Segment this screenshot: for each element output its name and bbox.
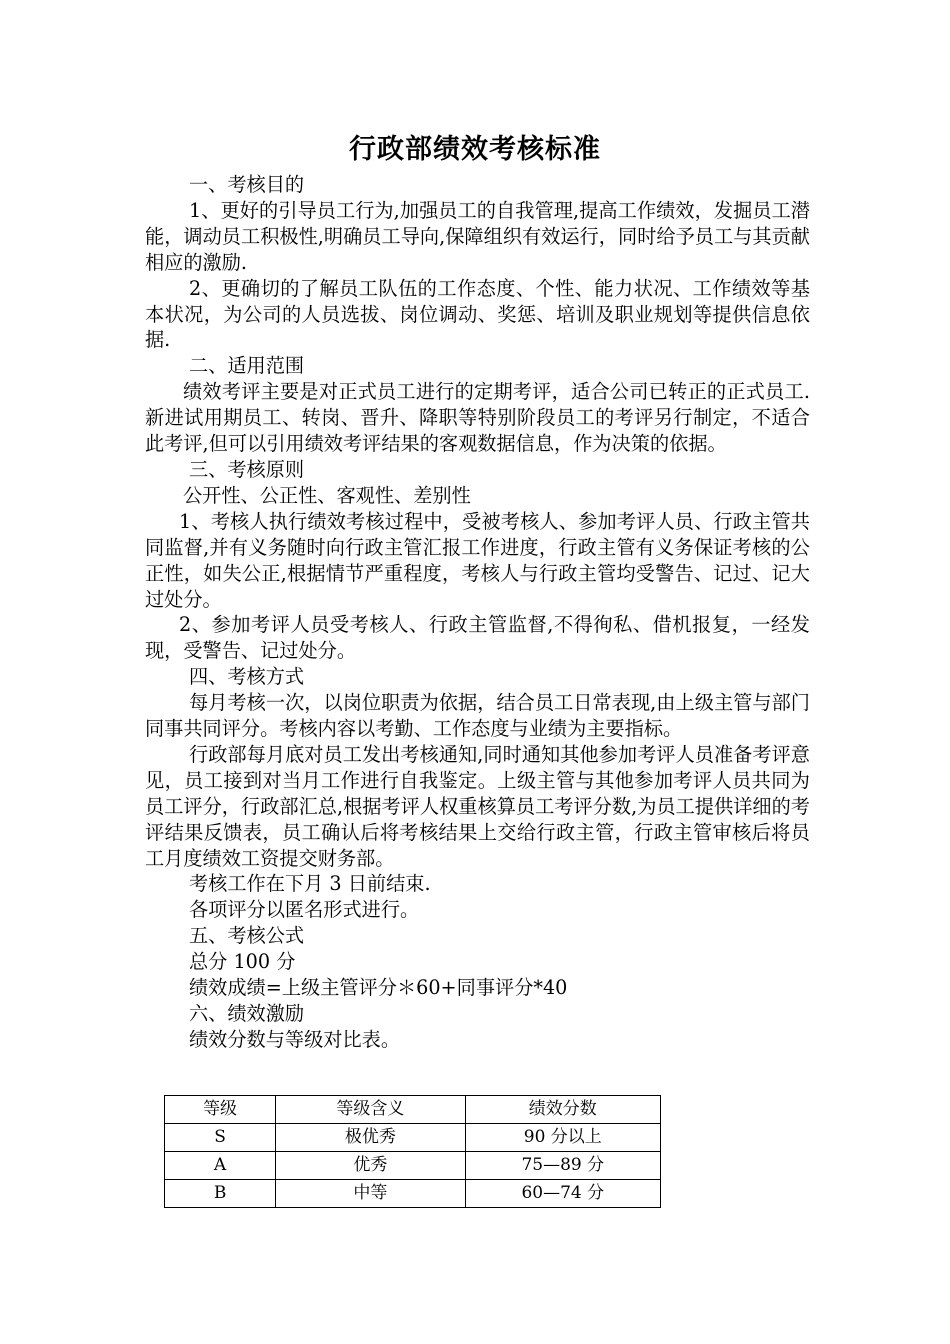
table-header-row xyxy=(165,1096,661,1124)
document-title: 行政部绩效考核标准 xyxy=(349,134,601,165)
paragraph-method-2: 行政部每月底对员工发出考核通知,同时通知其他参加考评人员准备考评意见，员工接到对当月工作进行自我鉴定。上级主管与其他参加考评人员共同为员工评分，行政部汇总,根据考评人权重核算员工考评分数,为员工提供详细的考评结果反馈表，员工确认后将考核结果上交给行政主管，行政主管审核后将员工月度绩效工资提交财务部。 xyxy=(145,742,810,870)
table-row xyxy=(165,1152,661,1180)
paragraph-principles-1: 1、考核人执行绩效考核过程中，受被考核人、参加考评人员、行政主管共同监督,并有义务随时向行政主管汇报工作进度，行政主管有义务保证考核的公正性，如失公正,根据情节严重程度，考核人与行政主管均受警告、记过、记大过处分。 xyxy=(145,509,810,611)
section-heading-scope: 二、适用范围 xyxy=(189,354,305,378)
paragraph-method-1: 每月考核一次，以岗位职责为依据，结合员工日常表现,由上级主管与部门同事共同评分。考核内容以考勤、工作态度与业绩为主要指标。 xyxy=(145,691,810,741)
table-cell: B xyxy=(165,1180,276,1208)
table-cell: 90 分以上 xyxy=(465,1124,660,1152)
grade-table xyxy=(164,1095,661,1208)
document-body xyxy=(145,172,810,1053)
section-heading-principles: 三、考核原则 xyxy=(189,457,305,481)
table-cell: 优秀 xyxy=(276,1152,465,1180)
paragraph-method-deadline: 考核工作在下月 3 日前结束. xyxy=(189,872,431,896)
paragraph-method-anonymous: 各项评分以匿名形式进行。 xyxy=(189,898,420,922)
paragraph-formula-total: 总分 100 分 xyxy=(189,950,296,974)
table-cell: S xyxy=(165,1124,276,1152)
section-heading-method: 四、考核方式 xyxy=(189,665,305,689)
table-cell: 60—74 分 xyxy=(465,1180,660,1208)
paragraph-purpose-2: 2、更确切的了解员工队伍的工作态度、个性、能力状况、工作绩效等基本状况，为公司的人员选拔、岗位调动、奖惩、培训及职业规划等提供信息依据. xyxy=(145,276,810,352)
paragraph-principles-2: 2、参加考评人员受考核人、行政主管监督,不得徇私、借机报复，一经发现，受警告、记过处分。 xyxy=(145,613,810,663)
table-cell: 中等 xyxy=(276,1180,465,1208)
paragraph-scope: 绩效考评主要是对正式员工进行的定期考评，适合公司已转正的正式员工.新进试用期员工、转岗、晋升、降职等特别阶段员工的考评另行制定，不适合此考评,但可以引用绩效考评结果的客观数据信息，作为决策的依据。 xyxy=(145,380,810,456)
table-row xyxy=(165,1124,661,1152)
table-cell: 极优秀 xyxy=(276,1124,465,1152)
table-cell: 75—89 分 xyxy=(465,1152,660,1180)
paragraph-principles-summary: 公开性、公正性、客观性、差别性 xyxy=(183,483,471,507)
table-row xyxy=(165,1180,661,1208)
table-cell: A xyxy=(165,1152,276,1180)
paragraph-purpose-1: 1、更好的引导员工行为,加强员工的自我管理,提高工作绩效，发掘员工潜能，调动员工积极性,明确员工导向,保障组织有效运行，同时给予员工与其贡献相应的激励. xyxy=(145,198,810,274)
table-header-cell: 等级 xyxy=(165,1096,276,1124)
table-header-cell: 绩效分数 xyxy=(465,1096,660,1124)
section-heading-incentive: 六、绩效激励 xyxy=(189,1002,305,1025)
section-heading-purpose: 一、考核目的 xyxy=(189,173,305,196)
section-heading-formula: 五、考核公式 xyxy=(189,924,305,948)
paragraph-table-caption: 绩效分数与等级对比表。 xyxy=(189,1027,401,1051)
table-header-cell: 等级含义 xyxy=(276,1096,465,1124)
paragraph-formula: 绩效成绩=上级主管评分＊60+同事评分*40 xyxy=(189,976,568,1000)
